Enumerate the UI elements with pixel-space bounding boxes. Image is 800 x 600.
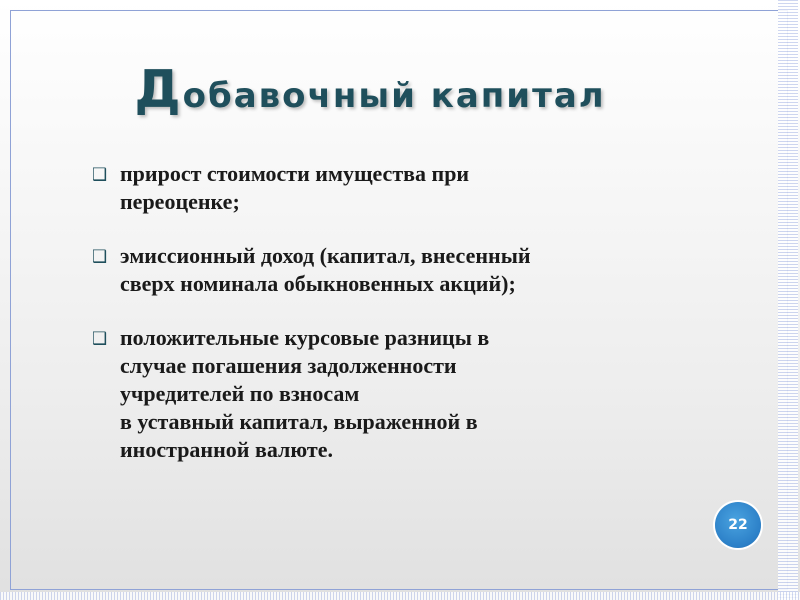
page-number-badge: 22 [715,502,761,548]
bullet-square-icon: ❑ [92,329,108,349]
bullet-list [90,160,740,490]
decorative-stripe-right [778,0,798,600]
slide-title-first-letter: Д [134,60,183,120]
bullet-item-3 [90,324,740,464]
decorative-stripe-bottom [0,592,800,600]
bullet-item-1 [90,160,740,216]
bullet-item-2 [90,242,740,298]
bullet-square-icon: ❑ [92,165,108,185]
bullet-text: прирост стоимости имущества при переоценке; [120,161,470,214]
slide-title [0,60,740,120]
bullet-text: положительные курсовые разницы в случае погашения задолженности учредителей по взносам в уставный капитал, выраженной в иностранной валюте. [120,325,490,462]
bullet-text: эмиссионный доход (капитал, внесенный сверх номинала обыкновенных акций); [120,243,531,296]
bullet-square-icon: ❑ [92,247,108,267]
slide-title-rest: обавочный капитал [182,76,606,116]
